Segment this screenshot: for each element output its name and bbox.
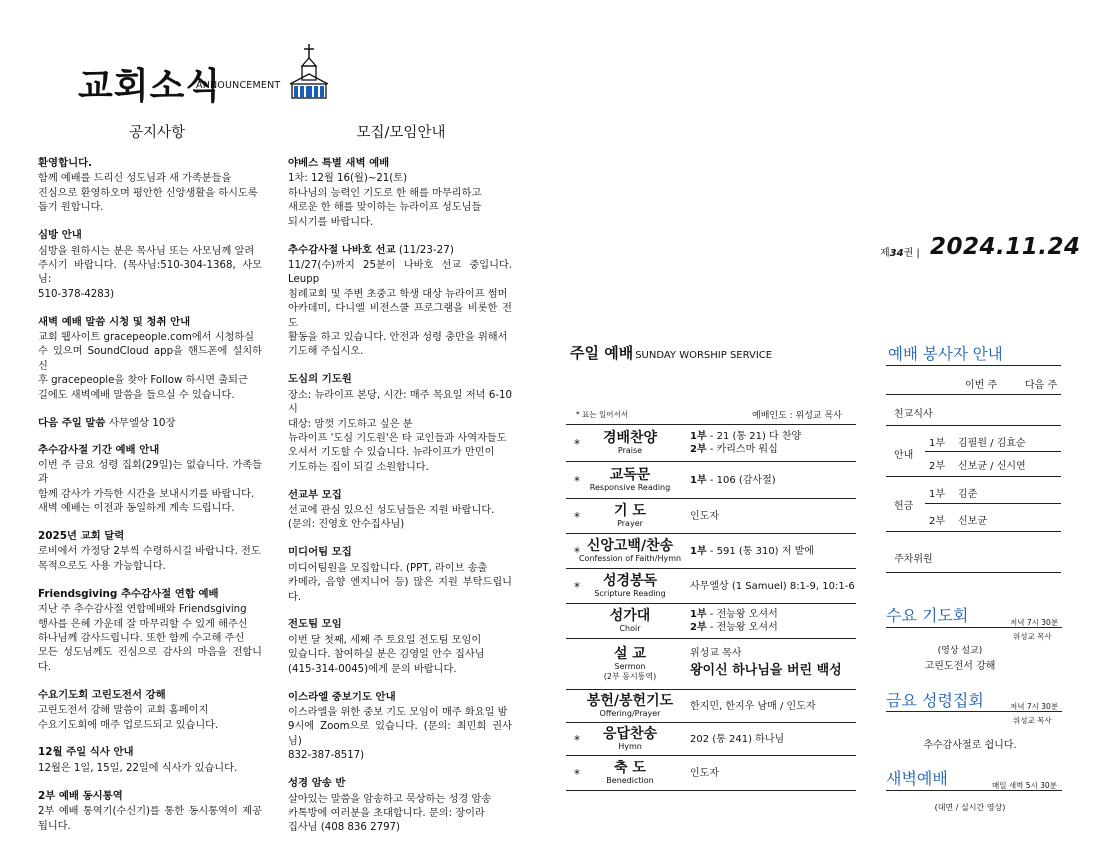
- divider: [886, 425, 1061, 426]
- notice-item: [38, 688, 262, 733]
- notice-title: 수요기도회 고린도전서 강해: [38, 688, 166, 701]
- notice-title: 12월 주일 식사 안내: [38, 746, 134, 759]
- notice-title: 다음 주일 말씀 사무엘상 10장: [38, 416, 176, 429]
- notice-body: 살아있는 말씀을 암송하고 묵상하는 성경 암송 카톡방에 여러분을 초대합니다. 문의: 장이라 집사님 (408 836 2797): [288, 793, 492, 834]
- worship-row: [566, 603, 856, 638]
- worship-item-name: 경배찬양 Praise: [602, 430, 658, 455]
- notice-title: 야베스 특별 새벽 예배: [288, 157, 390, 169]
- offering-part2-names: 신보균: [958, 516, 987, 527]
- friday-leader: 위성교 목사: [1013, 716, 1052, 725]
- notice-item: [38, 315, 262, 403]
- notice-item: [288, 488, 512, 533]
- ushers-part2: 2부: [929, 461, 946, 472]
- notice-body: 지난 주 추수감사절 연합예배와 Friendsgiving 행사를 은혜 가운데 잘 마무리할 수 있게 해주신 하나님께 감사드립니다. 또한 함께 수고해 주신 모든 성도님께도 진심으로 감사의 마음을 전합니다.: [38, 604, 262, 673]
- worship-item-name: 성가대 Choir: [609, 608, 651, 633]
- issue-number: 제34권 |: [880, 248, 920, 259]
- worship-row: [566, 755, 856, 791]
- worship-row: [566, 722, 856, 755]
- worship-item-detail: 한지민, 한지우 남매 / 인도자: [690, 700, 816, 712]
- worship-item-name: 기 도 Prayer: [614, 503, 646, 528]
- worship-item-name: 교독문 Responsive Reading: [589, 467, 671, 492]
- wednesday-title: 수요 기도회: [886, 606, 969, 625]
- worship-item-name: 봉헌/봉헌기도 Offering/Prayer: [586, 693, 674, 718]
- notice-title: Friendsgiving 추수감사절 연합 예배: [38, 587, 219, 600]
- standing-marker: *: [574, 474, 580, 488]
- worship-item-detail: 인도자: [690, 510, 719, 522]
- notice-body: 이스라엘을 위한 중보 기도 모임이 매주 화요일 밤 9시에 Zoom으로 있습니다. (문의: 최민희 권사님) 832-387-8517): [288, 707, 512, 762]
- worship-item-detail: 1부 - 전능왕 오셔서 2부 - 전능왕 오셔서: [690, 609, 778, 633]
- worship-row: [566, 638, 856, 689]
- notice-title: 선교부 모집: [288, 488, 342, 501]
- worship-row: [566, 424, 856, 461]
- friday-note: 추수감사절로 쉽니다.: [923, 740, 1017, 751]
- worship-item-name: 응답찬송 Hymn: [602, 726, 658, 751]
- dawn-title: 새벽예배: [886, 769, 948, 788]
- notice-item: [288, 156, 512, 230]
- worship-note: * 표는 일어서서: [576, 410, 628, 419]
- next-week-header: 다음 주: [1025, 380, 1058, 391]
- notice-body: 고린도전서 강해 말씀이 교회 홈페이지 수요기도회에 매주 업로드되고 있습니다.: [38, 705, 219, 731]
- fellowship-label: 친교식사: [894, 409, 933, 420]
- parking-label: 주차위원: [894, 554, 933, 565]
- worship-title: 주일 예배 SUNDAY WORSHIP SERVICE: [570, 344, 773, 362]
- notice-title: 성경 암송 반: [288, 777, 346, 790]
- standing-marker: *: [574, 580, 580, 594]
- notice-title: 심방 안내: [38, 229, 82, 242]
- worship-item-name: 성경봉독 Scripture Reading: [594, 573, 666, 598]
- worship-item-detail: 인도자: [690, 767, 719, 779]
- church-icon: [286, 42, 332, 100]
- standing-marker: *: [574, 510, 580, 524]
- notice-item: [38, 443, 262, 517]
- divider: [925, 503, 1061, 504]
- notice-item: [38, 587, 262, 675]
- worship-row: [566, 689, 856, 722]
- notice-item: [288, 545, 512, 605]
- page-subtitle: ANNOUNCEMENT: [196, 80, 281, 91]
- wednesday-topic: 고린도전서 강해: [924, 661, 996, 672]
- ushers-part2-names: 신보균 / 신시연: [958, 461, 1026, 472]
- notice-title: 추수감사절 기간 예배 안내: [38, 443, 160, 456]
- notice-title: 미디어팀 모집: [288, 546, 352, 559]
- worship-row: [566, 533, 856, 568]
- friday-time: 저녁 7시 30분: [1010, 702, 1059, 711]
- friday-title: 금요 성령집회: [886, 691, 984, 710]
- offering-part1: 1부: [929, 489, 946, 500]
- standing-marker: *: [574, 437, 580, 451]
- worship-item-detail: 202 (통 241) 하나님: [690, 733, 785, 745]
- wednesday-leader: 위성교 목사: [1013, 632, 1052, 641]
- ushers-label: 안내: [894, 450, 914, 461]
- worship-item-detail: 1부 - 21 (통 21) 다 찬양 2부 - 카리스마 워십: [690, 431, 802, 455]
- ushers-part1: 1부: [929, 438, 946, 449]
- divider: [886, 365, 1061, 366]
- notice-body: 이번 달 첫째, 세째 주 토요일 전도팀 모임이 있습니다. 참여하실 분은 김영일 안수 집사님 (415-314-0045)에게 문의 바랍니다.: [288, 634, 485, 675]
- notice-item: [38, 789, 262, 834]
- divider: [886, 394, 1061, 395]
- notice-body: 장소: 뉴라이프 본당, 시간: 매주 목요일 저녁 6-10시 대상: 맘껏 기도하고 싶은 분 뉴라이프 '도심 기도원'은 타 교인들과 사역자들도 오셔서 기도할 수 있습니다. 뉴라이프가 만민이 기도하는 집이 되길 소원합니다.: [288, 389, 512, 473]
- notice-body: 함께 예배를 드리신 성도님과 새 가족분들을 진심으로 환영하오며 평안한 신앙생활을 하시도록 돕기 원합니다.: [38, 173, 258, 214]
- worship-item-detail: 사무엘상 (1 Samuel) 8:1-9, 10:1-6: [690, 580, 855, 592]
- standing-marker: *: [574, 767, 580, 781]
- worship-leader: 예배인도 : 위성교 목사: [752, 411, 842, 421]
- notice-item: [38, 529, 262, 574]
- notices-list: [38, 156, 262, 846]
- recruit-list: [288, 156, 512, 848]
- notice-body: 심방을 원하시는 분은 목사님 또는 사모님께 알려 주시기 바랍니다. (목사님:510-304-1368, 사모님: 510-378-4283): [38, 245, 262, 300]
- notice-body: 12월은 1일, 15일, 22일에 식사가 있습니다.: [38, 762, 238, 774]
- notice-item: [38, 156, 262, 216]
- notice-item: [288, 372, 512, 475]
- issue-date: 2024.11.24: [930, 234, 1081, 260]
- offering-label: 헌금: [894, 501, 914, 512]
- standing-marker: *: [574, 545, 580, 559]
- notice-title: 2025년 교회 달력: [38, 530, 125, 543]
- standing-marker: *: [574, 733, 580, 747]
- page-title: 교회소식: [78, 66, 222, 107]
- divider: [886, 572, 1061, 573]
- notice-item: [38, 745, 262, 776]
- worship-order-table: [566, 424, 856, 791]
- notice-item: [288, 690, 512, 764]
- notice-title: 이스라엘 중보기도 안내: [288, 690, 396, 703]
- notice-body: 미디어팀원을 모집합니다. (PPT, 라이브 송출 카메라, 음향 엔지니어 등) 많은 지원 부탁드립니다.: [288, 562, 512, 603]
- wednesday-time: 저녁 7시 30분: [1010, 618, 1059, 627]
- offering-part2: 2부: [929, 516, 946, 527]
- notice-title: 도심의 기도원: [288, 373, 352, 386]
- this-week-header: 이번 주: [965, 380, 998, 391]
- notice-title: 2부 예배 동시통역: [38, 789, 123, 802]
- notice-item: [288, 243, 512, 360]
- notice-title: 새벽 예배 말씀 시청 및 청취 안내: [38, 315, 191, 328]
- worship-row: [566, 498, 856, 533]
- notice-item: [288, 776, 512, 836]
- divider: [886, 627, 1062, 628]
- worship-item-name: 축 도 Benediction: [606, 760, 654, 785]
- notice-body: 2부 예배 통역기(수신기)를 통한 동시통역이 제공됩니다.: [38, 806, 262, 832]
- worship-item-name: 신앙고백/찬송 Confession of Faith/Hymn: [578, 538, 682, 563]
- notice-title: 환영합니다.: [38, 157, 93, 169]
- divider: [886, 790, 1062, 791]
- dawn-note: (대면 / 실시간 영상): [934, 803, 1006, 812]
- worship-row: [566, 461, 856, 498]
- recruit-heading: 모집/모임안내: [356, 125, 446, 141]
- notice-body: 11/27(수)까지 25분이 나바호 선교 중입니다. Leupp 침례교회 및 주변 초중고 학생 대상 뉴라이프 썸머 아카데미, 다니엘 비전스쿨 프로그램을 비롯한 전도 활동을 하고 있습니다. 안전과 성령 충만을 위해서 기도해 주십시오.: [288, 259, 512, 358]
- notice-body: 로비에서 가정당 2부씩 수령하시길 바랍니다. 전도 목적으로도 사용 가능합니다.: [38, 546, 261, 572]
- worship-row: [566, 568, 856, 603]
- worship-item-name: 설 교 Sermon (2부 동시통역): [603, 646, 657, 681]
- offering-part1-names: 김준: [958, 489, 978, 500]
- notice-body: 교회 웹사이트 gracepeople.com에서 시청하실 수 있으며 SoundCloud app을 핸드폰에 설치하신 후 gracepeople을 찾아 Follow 하시면 출퇴근 길에도 새벽예배 말씀을 들으실 수 있습니다.: [38, 332, 262, 401]
- notice-body: 선교에 관심 있으신 성도님들은 지원 바랍니다. (문의: 진영호 안수집사님): [288, 505, 495, 531]
- wednesday-note: (영상 설교): [937, 646, 983, 656]
- worship-item-detail: 1부 - 106 (감사절): [690, 474, 776, 486]
- worship-item-detail: 위성교 목사 왕이신 하나님을 버린 백성: [690, 648, 842, 678]
- notice-body: 1차: 12월 16(월)~21(토) 하나님의 능력인 기도로 한 해를 마무리하고 새로운 한 해를 맞이하는 뉴라이프 성도님들 되시기를 바랍니다.: [288, 173, 482, 228]
- servants-title: 예배 봉사자 안내: [888, 345, 1003, 363]
- divider: [925, 451, 1061, 452]
- worship-item-detail: 1부 - 591 (통 310) 저 밭에: [690, 545, 814, 557]
- notice-item: [38, 416, 262, 430]
- divider: [886, 531, 1061, 532]
- notice-item: [288, 617, 512, 677]
- notice-body: 이번 주 금요 성령 집회(29일)는 없습니다. 가족들과 함께 감사가 가득한 시간을 보내시기를 바랍니다. 새벽 예배는 이전과 동일하게 계속 드립니다.: [38, 459, 262, 515]
- notice-title: 전도팀 모임: [288, 618, 342, 631]
- notices-heading: 공지사항: [128, 125, 186, 141]
- dawn-time: 매일 새벽 5시 30분: [992, 781, 1057, 790]
- ushers-part1-names: 김필원 / 김효순: [958, 438, 1026, 449]
- notice-title: 추수감사절 나바호 선교 (11/23-27): [288, 243, 454, 256]
- divider: [886, 711, 1062, 712]
- divider: [886, 476, 1061, 477]
- notice-item: [38, 228, 262, 302]
